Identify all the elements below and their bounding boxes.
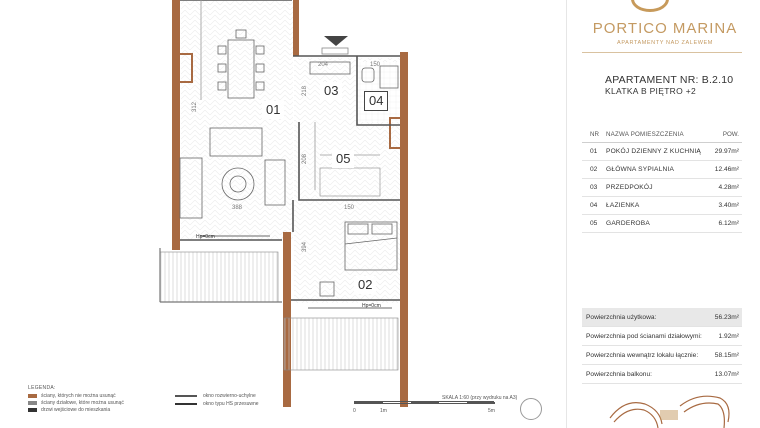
room-label-05: 05 — [332, 150, 354, 168]
apartment-location: KLATKA B PIĘTRO +2 — [605, 86, 696, 96]
room-label-03: 03 — [320, 82, 342, 100]
header-area: POW. — [722, 131, 739, 138]
scale-tick: 0 — [353, 408, 356, 414]
room-name: ŁAZIENKA — [606, 202, 640, 209]
scale-tick: 5m — [488, 408, 495, 414]
divider — [582, 52, 742, 53]
room-area: 3.40m² — [718, 202, 739, 209]
area-value: 1.92m² — [718, 333, 739, 340]
area-label: Powierzchnia wewnątrz lokalu łącznie: — [586, 352, 699, 359]
table-row — [582, 197, 742, 215]
legend-title: LEGENDA: — [28, 385, 56, 391]
legend-item — [28, 407, 168, 413]
table-row — [582, 346, 742, 365]
scale-bar-graphic — [354, 401, 494, 404]
rooms-table — [582, 127, 742, 233]
building-keyplan — [600, 388, 740, 428]
legend — [28, 385, 168, 414]
area-value: 56.23m² — [714, 314, 739, 321]
legend-item — [175, 392, 259, 400]
room-name: POKÓJ DZIENNY Z KUCHNIĄ — [606, 148, 701, 155]
wall-east-upper — [293, 0, 299, 56]
table-row — [582, 143, 742, 161]
room-label-02: 02 — [354, 276, 376, 294]
living-floor — [181, 0, 293, 240]
legend-windows — [175, 392, 259, 408]
legend-text: ściany, których nie można usunąć — [41, 393, 116, 399]
room-area: 12.46m² — [714, 166, 739, 173]
scale-text: SKALA 1:60 (przy wydruku na A3) — [442, 395, 518, 401]
legend-text: drzwi wejściowe do mieszkania — [41, 407, 111, 413]
room-nr: 05 — [590, 220, 598, 227]
area-label: Powierzchnia pod ścianami działowymi: — [586, 333, 702, 340]
legend-item — [28, 393, 168, 399]
legend-text: okno typu HS przesuwne — [203, 401, 259, 407]
legend-text: okno rozwierno-uchylne — [203, 393, 256, 399]
balcony-living — [160, 252, 278, 302]
compass-icon — [520, 398, 542, 420]
header-nr: NR — [590, 131, 599, 138]
entrance-marker — [324, 36, 348, 46]
legend-text: ściany działowe, które można usunąć — [41, 400, 124, 406]
legend-item — [28, 400, 168, 406]
header-name: NAZWA POMIESZCZENIA — [606, 131, 684, 138]
room-name: GARDEROBA — [606, 220, 650, 227]
wall-east — [400, 52, 408, 407]
rooms-table-header — [582, 127, 742, 143]
room-label-04: 04 — [364, 91, 388, 111]
room-name: GŁÓWNA SYPIALNIA — [606, 166, 675, 173]
scale-tick: 1m — [380, 408, 387, 414]
room-label-01: 01 — [262, 101, 284, 119]
balcony-bedroom — [284, 318, 398, 370]
brand-tagline: APARTAMENTY NAD ZALEWEM — [617, 40, 713, 46]
room-name: PRZEDPOKÓJ — [606, 184, 653, 191]
area-value: 13.07m² — [714, 371, 739, 378]
area-value: 58.15m² — [714, 352, 739, 359]
legend-swatch — [28, 408, 37, 412]
legend-swatch — [175, 395, 197, 397]
table-row — [582, 365, 742, 384]
room-area: 4.28m² — [718, 184, 739, 191]
dim-label: 150 — [344, 205, 355, 211]
room-nr: 04 — [590, 202, 598, 209]
room-nr: 03 — [590, 184, 598, 191]
table-row — [582, 308, 742, 327]
room-area: 6.12m² — [718, 220, 739, 227]
legend-swatch — [175, 403, 197, 405]
table-row — [582, 179, 742, 197]
areas-table — [582, 308, 742, 384]
dim-label: 218 — [302, 85, 309, 97]
floor-height-label: Hp=0cm — [362, 303, 381, 309]
dim-label: 394 — [302, 241, 309, 253]
room-nr: 01 — [590, 148, 598, 155]
area-label: Powierzchnia balkonu: — [586, 371, 652, 378]
dim-label: 208 — [302, 153, 309, 165]
legend-swatch — [28, 394, 37, 398]
legend-item — [175, 400, 259, 408]
area-label: Powierzchnia użytkowa: — [586, 314, 657, 321]
table-row — [582, 327, 742, 346]
brand-name: PORTICO MARINA — [592, 20, 738, 37]
room-area: 29.97m² — [714, 148, 739, 155]
wall-west — [172, 0, 180, 250]
table-row — [582, 161, 742, 179]
dim-label: 388 — [232, 205, 243, 211]
dim-label: 204 — [318, 62, 329, 68]
dim-label: 312 — [192, 101, 199, 113]
table-row — [582, 215, 742, 233]
room-nr: 02 — [590, 166, 598, 173]
floor-height-label: Hp=0cm — [196, 234, 215, 240]
legend-swatch — [28, 401, 37, 405]
apartment-number: APARTAMENT NR: B.2.10 — [605, 74, 734, 86]
dim-label: 150 — [370, 62, 381, 68]
